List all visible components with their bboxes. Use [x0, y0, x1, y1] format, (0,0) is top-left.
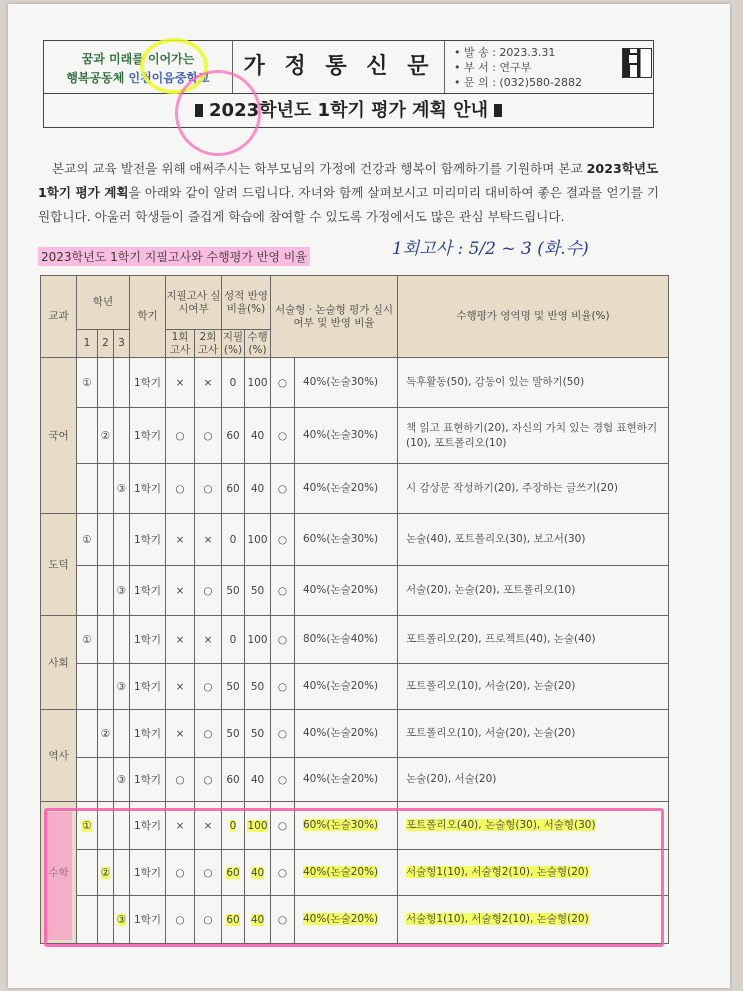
issue-meta	[454, 45, 582, 90]
grade-cell	[77, 408, 98, 464]
slogan-line-2	[44, 69, 232, 86]
exam2-cell: ○	[195, 566, 222, 616]
grade-cell	[98, 566, 114, 616]
newsletter-header	[43, 40, 654, 128]
written-ratio-cell: 50	[222, 664, 245, 710]
header-perf: 수행 (%)	[245, 330, 271, 358]
subject-cell: 국어	[41, 358, 77, 514]
essay-ratio-cell-text: 40%(논술20%)	[303, 866, 379, 878]
grade-mark: ①	[82, 533, 92, 546]
essay-mark-cell: ○	[271, 896, 295, 944]
essay-mark-cell: ○	[271, 850, 295, 896]
grade-mark: ①	[82, 633, 92, 646]
essay-ratio-cell: 40%(논술30%)	[295, 408, 398, 464]
essay-ratio-cell-text: 60%(논술30%)	[303, 819, 379, 831]
essay-mark-cell: ○	[271, 566, 295, 616]
grade-mark: ②	[100, 727, 111, 740]
table-row	[41, 850, 669, 896]
section-title: 2023학년도 1학기 지필고사와 수행평가 반영 비율	[38, 247, 310, 266]
exam2-cell: ×	[195, 616, 222, 664]
grade-cell	[77, 514, 98, 566]
perf-detail-cell-text: 서술형1(10), 서술형2(10), 논술형(20)	[406, 866, 589, 878]
grade-mark: ①	[82, 819, 92, 832]
essay-ratio-cell: 40%(논술20%)	[295, 566, 398, 616]
grade-mark: ③	[116, 482, 127, 495]
semester-cell: 1학기	[130, 514, 166, 566]
semester-cell: 1학기	[130, 850, 166, 896]
perf-ratio-cell	[245, 896, 271, 944]
semester-cell: 1학기	[130, 464, 166, 514]
grade-cell	[77, 664, 98, 710]
perf-detail-cell	[398, 896, 669, 944]
contact-phone: • 문 의 : (032)580-2882	[454, 76, 582, 89]
grade-cell	[98, 850, 114, 896]
perf-ratio-cell-text: 40	[250, 913, 265, 926]
perf-ratio-cell: 50	[245, 710, 271, 758]
exam1-cell: ○	[166, 758, 195, 802]
intro-text-1: 본교의 교육 발전을 위해 애써주시는 학부모님의 가정에 건강과 행복이 함께하기를 기원하며 본교	[52, 161, 587, 176]
perf-detail-cell: 서술(20), 논술(20), 포트폴리오(10)	[398, 566, 669, 616]
perf-detail-cell: 책 읽고 표현하기(20), 자신의 가치 있는 경험 표현하기(10), 포트폴리오(10)	[398, 408, 669, 464]
grade-cell	[98, 408, 114, 464]
grade-cell	[77, 850, 98, 896]
grade-cell	[77, 566, 98, 616]
perf-detail-cell-text: 포트폴리오(40), 논술형(30), 서술형(30)	[406, 819, 596, 831]
written-ratio-cell: 60	[222, 464, 245, 514]
exam1-cell: ○	[166, 464, 195, 514]
qr-code-icon	[622, 48, 652, 78]
grade-mark: ③	[116, 913, 127, 926]
table-row	[41, 566, 669, 616]
written-ratio-cell: 50	[222, 566, 245, 616]
exam2-cell: ○	[195, 408, 222, 464]
perf-ratio-cell: 40	[245, 464, 271, 514]
exam1-cell: ×	[166, 358, 195, 408]
perf-ratio-cell-text: 40	[250, 866, 265, 879]
grade-cell	[114, 408, 130, 464]
perf-detail-cell	[398, 850, 669, 896]
written-ratio-cell	[222, 896, 245, 944]
exam2-cell: ×	[195, 358, 222, 408]
essay-mark-cell: ○	[271, 464, 295, 514]
table-row	[41, 664, 669, 710]
exam1-cell: ○	[166, 408, 195, 464]
subject-cell: 도덕	[41, 514, 77, 616]
written-ratio-cell-text: 0	[229, 819, 237, 832]
perf-detail-cell: 포트폴리오(20), 프로젝트(40), 논술(40)	[398, 616, 669, 664]
grade-cell	[98, 464, 114, 514]
written-ratio-cell: 0	[222, 358, 245, 408]
department: • 부 서 : 연구부	[454, 61, 532, 74]
intro-text-2: 을 아래와 같이 알려 드립니다. 자녀와 함께 살펴보시고 미리미리 대비하여 좋은 결과를 얻기를 기원합니다. 아울러 학생들이 즐겁게 학습에 참여할 수 있도록 가정에서도 많은 관심 부탁드립니다.	[38, 185, 660, 224]
table-row	[41, 758, 669, 802]
table-row	[41, 514, 669, 566]
perf-ratio-cell-text: 100	[247, 819, 268, 832]
exam1-cell: ×	[166, 566, 195, 616]
grade-mark: ①	[82, 376, 92, 389]
perf-ratio-cell	[245, 850, 271, 896]
school-name: 인천이음중학교	[128, 71, 210, 85]
square-bullet-icon	[494, 104, 502, 117]
header-exam1: 1회 고사	[166, 330, 195, 358]
exam2-cell: ×	[195, 514, 222, 566]
exam1-cell: ×	[166, 664, 195, 710]
perf-ratio-cell: 40	[245, 758, 271, 802]
exam2-cell: ○	[195, 758, 222, 802]
table-row	[41, 358, 669, 408]
perf-ratio-cell: 50	[245, 664, 271, 710]
grade-cell	[114, 758, 130, 802]
evaluation-table	[40, 275, 669, 944]
table-row	[41, 710, 669, 758]
header-g3: 3	[114, 330, 130, 358]
essay-mark-cell: ○	[271, 758, 295, 802]
semester-cell: 1학기	[130, 358, 166, 408]
grade-cell	[98, 758, 114, 802]
perf-detail-cell: 독후활동(50), 감동이 있는 말하기(50)	[398, 358, 669, 408]
grade-cell	[114, 896, 130, 944]
subtitle-text: 2023학년도 1학기 평가 계획 안내	[209, 100, 488, 121]
essay-mark-cell: ○	[271, 616, 295, 664]
grade-cell	[114, 850, 130, 896]
document-subtitle	[44, 94, 653, 127]
exam2-cell: ○	[195, 850, 222, 896]
semester-cell: 1학기	[130, 758, 166, 802]
subject-cell: 사회	[41, 616, 77, 710]
exam1-cell: ○	[166, 896, 195, 944]
perf-detail-cell: 논술(40), 포트폴리오(30), 보고서(30)	[398, 514, 669, 566]
perf-ratio-cell: 100	[245, 358, 271, 408]
subject-cell: 역사	[41, 710, 77, 802]
table-row	[41, 408, 669, 464]
grade-cell	[98, 664, 114, 710]
grade-mark: ③	[116, 773, 127, 786]
exam2-cell: ○	[195, 464, 222, 514]
written-ratio-cell	[222, 850, 245, 896]
header-perf-detail: 수행평가 영역명 및 반영 비율(%)	[398, 276, 669, 358]
essay-ratio-cell	[295, 802, 398, 850]
written-ratio-cell-text: 60	[226, 866, 240, 879]
square-bullet-icon	[195, 104, 203, 117]
essay-mark-cell: ○	[271, 358, 295, 408]
essay-mark-cell: ○	[271, 408, 295, 464]
grade-cell	[77, 758, 98, 802]
exam1-cell: ×	[166, 616, 195, 664]
table-row	[41, 896, 669, 944]
written-ratio-cell-text: 60	[226, 913, 240, 926]
grade-cell	[77, 802, 98, 850]
grade-cell	[98, 710, 114, 758]
grade-cell	[114, 664, 130, 710]
grade-cell	[98, 358, 114, 408]
perf-ratio-cell	[245, 802, 271, 850]
essay-ratio-cell: 40%(논술20%)	[295, 464, 398, 514]
perf-ratio-cell: 100	[245, 616, 271, 664]
grade-cell	[114, 514, 130, 566]
essay-ratio-cell: 80%(논술40%)	[295, 616, 398, 664]
handwritten-note: 1회고사 : 5/2 ~ 3 (화.수)	[392, 239, 589, 259]
header-g1: 1	[77, 330, 98, 358]
grade-mark: ②	[100, 429, 111, 442]
header-exam2: 2회 고사	[195, 330, 222, 358]
grade-cell	[98, 616, 114, 664]
perf-detail-cell: 포트폴리오(10), 서술(20), 논술(20)	[398, 710, 669, 758]
grade-mark: ③	[116, 680, 127, 693]
exam1-cell: ×	[166, 514, 195, 566]
essay-ratio-cell: 60%(논술30%)	[295, 514, 398, 566]
grade-cell	[114, 566, 130, 616]
grade-cell	[77, 616, 98, 664]
header-g2: 2	[98, 330, 114, 358]
grade-cell	[98, 514, 114, 566]
essay-ratio-cell: 40%(논술30%)	[295, 358, 398, 408]
intro-bold: 2023학년도 1학기 평가 계획	[38, 161, 659, 200]
essay-mark-cell: ○	[271, 710, 295, 758]
slogan-community: 행복공동체	[66, 71, 129, 85]
header-grade: 학년	[77, 276, 130, 330]
newsletter-title: 가 정 통 신 문	[234, 41, 445, 93]
perf-detail-cell: 시 감상문 작성하기(20), 주장하는 글쓰기(20)	[398, 464, 669, 514]
essay-ratio-cell-text: 40%(논술20%)	[303, 913, 379, 925]
perf-detail-cell: 포트폴리오(10), 서술(20), 논술(20)	[398, 664, 669, 710]
subject-cell: 수학	[41, 802, 77, 944]
exam1-cell: ×	[166, 710, 195, 758]
essay-ratio-cell: 40%(논술20%)	[295, 710, 398, 758]
exam1-cell: ○	[166, 850, 195, 896]
grade-cell	[77, 710, 98, 758]
header-subject: 교과	[41, 276, 77, 358]
grade-cell	[77, 896, 98, 944]
grade-cell	[114, 358, 130, 408]
grade-cell	[114, 710, 130, 758]
exam2-cell: ○	[195, 710, 222, 758]
grade-cell	[98, 802, 114, 850]
semester-cell: 1학기	[130, 802, 166, 850]
exam1-cell: ×	[166, 802, 195, 850]
header-ratio: 성적 반영 비율(%)	[222, 276, 271, 330]
grade-cell	[114, 464, 130, 514]
written-ratio-cell: 60	[222, 758, 245, 802]
semester-cell: 1학기	[130, 710, 166, 758]
semester-cell: 1학기	[130, 664, 166, 710]
written-ratio-cell: 60	[222, 408, 245, 464]
grade-cell	[77, 464, 98, 514]
essay-mark-cell: ○	[271, 514, 295, 566]
header-essay: 서술형 · 논술형 평가 실시 여부 및 반영 비율	[271, 276, 398, 358]
grade-cell	[114, 802, 130, 850]
perf-ratio-cell: 50	[245, 566, 271, 616]
semester-cell: 1학기	[130, 566, 166, 616]
perf-detail-cell-text: 서술형1(10), 서술형2(10), 논술형(20)	[406, 913, 589, 925]
grade-cell	[98, 896, 114, 944]
exam2-cell: ○	[195, 896, 222, 944]
written-ratio-cell: 0	[222, 514, 245, 566]
header-semester: 학기	[130, 276, 166, 358]
semester-cell: 1학기	[130, 896, 166, 944]
essay-ratio-cell	[295, 896, 398, 944]
semester-cell: 1학기	[130, 616, 166, 664]
perf-detail-cell	[398, 802, 669, 850]
send-date: • 발 송 : 2023.3.31	[454, 46, 556, 59]
essay-mark-cell: ○	[271, 802, 295, 850]
exam2-cell: ×	[195, 802, 222, 850]
grade-cell	[114, 616, 130, 664]
school-slogan	[44, 41, 233, 93]
header-top-row	[44, 41, 653, 94]
perf-ratio-cell: 40	[245, 408, 271, 464]
written-ratio-cell: 50	[222, 710, 245, 758]
exam2-cell: ○	[195, 664, 222, 710]
essay-mark-cell: ○	[271, 664, 295, 710]
grade-cell	[77, 358, 98, 408]
header-exam: 지필고사 실시여부	[166, 276, 222, 330]
intro-paragraph	[38, 157, 668, 229]
semester-cell: 1학기	[130, 408, 166, 464]
slogan-line-1: 꿈과 미래를 이어가는	[81, 52, 195, 66]
essay-ratio-cell: 40%(논술20%)	[295, 758, 398, 802]
table-row	[41, 802, 669, 850]
header-written: 지필 (%)	[222, 330, 244, 356]
grade-mark: ②	[100, 866, 111, 879]
table-row	[41, 616, 669, 664]
perf-ratio-cell: 100	[245, 514, 271, 566]
essay-ratio-cell	[295, 850, 398, 896]
perf-detail-cell: 논술(20), 서술(20)	[398, 758, 669, 802]
written-ratio-cell	[222, 802, 245, 850]
table-row	[41, 464, 669, 514]
essay-ratio-cell: 40%(논술20%)	[295, 664, 398, 710]
written-ratio-cell: 0	[222, 616, 245, 664]
grade-mark: ③	[116, 584, 127, 597]
